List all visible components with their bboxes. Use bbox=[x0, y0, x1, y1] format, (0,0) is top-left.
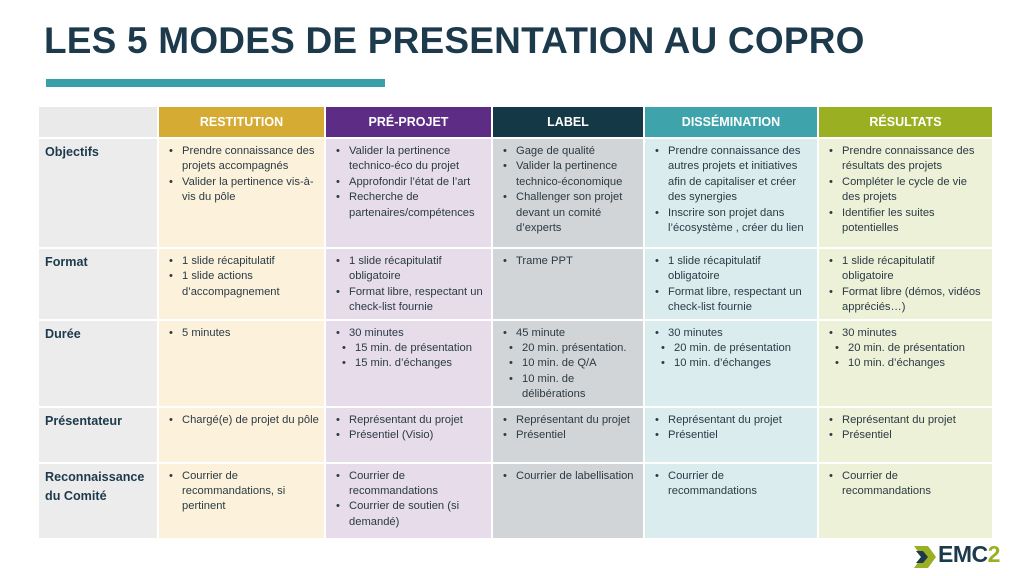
bullet-item: • Gage de qualité bbox=[499, 144, 639, 159]
bullet-list bbox=[651, 254, 813, 316]
bullet-item: • Prendre connaissance des projets accompagnés bbox=[165, 144, 320, 175]
sub-bullet-item: • 20 min. de présentation bbox=[651, 341, 813, 356]
bullet-item: • 45 minute bbox=[499, 326, 639, 341]
table-row bbox=[39, 321, 992, 406]
bullet-list bbox=[825, 469, 988, 500]
table-cell bbox=[159, 249, 324, 319]
table-cell bbox=[493, 408, 643, 462]
bullet-item: • Représentant du projet bbox=[651, 413, 813, 428]
bullet-item: • Courrier de recommandations bbox=[825, 469, 988, 500]
bullet-item: • Challenger son projet devant un comité d’experts bbox=[499, 190, 639, 236]
column-header: RESTITUTION bbox=[159, 107, 324, 137]
bullet-list bbox=[499, 326, 639, 403]
bullet-item: • 1 slide actions d’accompagnement bbox=[165, 269, 320, 300]
bullet-item: • 30 minutes bbox=[825, 326, 988, 341]
bullet-item: • 1 slide récapitulatif obligatoire bbox=[651, 254, 813, 285]
row-header: Reconnaissance du Comité bbox=[39, 464, 157, 538]
bullet-item: • Recherche de partenaires/compétences bbox=[332, 190, 487, 221]
sub-bullet-item: • 10 min. de délibérations bbox=[499, 372, 639, 403]
bullet-item: • Trame PPT bbox=[499, 254, 639, 269]
bullet-list bbox=[651, 469, 813, 500]
sub-bullet-item: • 10 min. d’échanges bbox=[825, 356, 988, 371]
bullet-item: • Approfondir l’état de l’art bbox=[332, 175, 487, 190]
bullet-list bbox=[332, 469, 487, 531]
column-header: PRÉ-PROJET bbox=[326, 107, 491, 137]
table-cell bbox=[159, 139, 324, 247]
table-cell bbox=[326, 139, 491, 247]
bullet-item: • 5 minutes bbox=[165, 326, 320, 341]
table-cell bbox=[326, 408, 491, 462]
bullet-item: • Présentiel bbox=[651, 428, 813, 443]
bullet-item: • 30 minutes bbox=[651, 326, 813, 341]
bullet-list bbox=[165, 144, 320, 206]
bullet-item: • Format libre (démos, vidéos appréciés…) bbox=[825, 285, 988, 316]
logo-text-main: EMC bbox=[938, 541, 988, 567]
title-underline bbox=[46, 79, 385, 87]
bullet-item: • Identifier les suites potentielles bbox=[825, 206, 988, 237]
presentation-modes-table bbox=[37, 105, 994, 540]
bullet-item: • 1 slide récapitulatif obligatoire bbox=[332, 254, 487, 285]
bullet-item: • Courrier de labellisation bbox=[499, 469, 639, 484]
sub-bullet-item: • 15 min. de présentation bbox=[332, 341, 487, 356]
sub-bullet-item: • 20 min. de présentation bbox=[825, 341, 988, 356]
bullet-list bbox=[651, 326, 813, 372]
bullet-item: • Chargé(e) de projet du pôle bbox=[165, 413, 320, 428]
page-title: LES 5 MODES DE PRESENTATION AU COPRO bbox=[44, 20, 865, 61]
bullet-item: • Présentiel bbox=[499, 428, 639, 443]
emc2-logo-text bbox=[938, 541, 1000, 568]
bullet-list bbox=[165, 413, 320, 428]
bullet-list bbox=[332, 413, 487, 444]
table-cell bbox=[819, 139, 992, 247]
table-cell bbox=[819, 321, 992, 406]
bullet-list bbox=[651, 144, 813, 236]
bullet-item: • Courrier de recommandations bbox=[332, 469, 487, 500]
row-header: Présentateur bbox=[39, 408, 157, 462]
table-cell bbox=[493, 321, 643, 406]
table-cell bbox=[159, 408, 324, 462]
table-cell bbox=[326, 321, 491, 406]
column-header: DISSÉMINATION bbox=[645, 107, 817, 137]
bullet-item: • Inscrire son projet dans l’écosystème , créer du lien bbox=[651, 206, 813, 237]
bullet-list bbox=[825, 326, 988, 372]
table-cell bbox=[645, 139, 817, 247]
table-row bbox=[39, 464, 992, 538]
table-cell bbox=[645, 408, 817, 462]
bullet-item: • Format libre, respectant un check-list fournie bbox=[651, 285, 813, 316]
table-cell bbox=[159, 464, 324, 538]
row-header: Objectifs bbox=[39, 139, 157, 247]
table-cell bbox=[819, 408, 992, 462]
bullet-list bbox=[332, 254, 487, 316]
bullet-list bbox=[651, 413, 813, 444]
bullet-item: • Compléter le cycle de vie des projets bbox=[825, 175, 988, 206]
bullet-list bbox=[332, 326, 487, 372]
bullet-list bbox=[499, 254, 639, 269]
bullet-list bbox=[165, 326, 320, 341]
bullet-item: • Prendre connaissance des autres projets et initiatives afin de capitaliser et créer des synergies bbox=[651, 144, 813, 206]
bullet-item: • Représentant du projet bbox=[825, 413, 988, 428]
sub-bullet-item: • 15 min. d’échanges bbox=[332, 356, 487, 371]
table-cell bbox=[493, 464, 643, 538]
column-header: LABEL bbox=[493, 107, 643, 137]
bullet-list bbox=[825, 413, 988, 444]
table-row bbox=[39, 139, 992, 247]
bullet-list bbox=[332, 144, 487, 221]
bullet-item: • Représentant du projet bbox=[499, 413, 639, 428]
table-cell bbox=[819, 249, 992, 319]
bullet-item: • Valider la pertinence technico-économique bbox=[499, 159, 639, 190]
sub-bullet-item: • 10 min. de Q/A bbox=[499, 356, 639, 371]
column-header: RÉSULTATS bbox=[819, 107, 992, 137]
sub-bullet-item: • 20 min. présentation. bbox=[499, 341, 639, 356]
bullet-item: • 1 slide récapitulatif bbox=[165, 254, 320, 269]
bullet-list bbox=[499, 413, 639, 444]
table-row bbox=[39, 408, 992, 462]
bullet-item: • Présentiel (Visio) bbox=[332, 428, 487, 443]
bullet-list bbox=[165, 469, 320, 515]
bullet-item: • Valider la pertinence technico-éco du projet bbox=[332, 144, 487, 175]
table-cell bbox=[645, 464, 817, 538]
bullet-item: • Courrier de recommandations, si pertinent bbox=[165, 469, 320, 515]
bullet-item: • Représentant du projet bbox=[332, 413, 487, 428]
table-cell bbox=[493, 249, 643, 319]
row-header: Durée bbox=[39, 321, 157, 406]
bullet-item: • Courrier de recommandations bbox=[651, 469, 813, 500]
table-corner-cell bbox=[39, 107, 157, 137]
table-cell bbox=[159, 321, 324, 406]
bullet-item: • 30 minutes bbox=[332, 326, 487, 341]
bullet-item: • Valider la pertinence vis-à-vis du pôle bbox=[165, 175, 320, 206]
bullet-item: • Prendre connaissance des résultats des projets bbox=[825, 144, 988, 175]
table-cell bbox=[326, 464, 491, 538]
bullet-item: • Courrier de soutien (si demandé) bbox=[332, 499, 487, 530]
bullet-list bbox=[165, 254, 320, 300]
table-header-row bbox=[39, 107, 992, 137]
bullet-item: • Présentiel bbox=[825, 428, 988, 443]
table-cell bbox=[645, 249, 817, 319]
bullet-list bbox=[499, 469, 639, 484]
bullet-list bbox=[825, 254, 988, 316]
table-cell bbox=[326, 249, 491, 319]
row-header: Format bbox=[39, 249, 157, 319]
table-cell bbox=[645, 321, 817, 406]
logo-text-suffix: 2 bbox=[987, 541, 1000, 567]
table-cell bbox=[493, 139, 643, 247]
bullet-list bbox=[499, 144, 639, 236]
bullet-item: • 1 slide récapitulatif obligatoire bbox=[825, 254, 988, 285]
bullet-list bbox=[825, 144, 988, 236]
sub-bullet-item: • 10 min. d’échanges bbox=[651, 356, 813, 371]
table-row bbox=[39, 249, 992, 319]
bullet-item: • Format libre, respectant un check-list fournie bbox=[332, 285, 487, 316]
table-cell bbox=[819, 464, 992, 538]
